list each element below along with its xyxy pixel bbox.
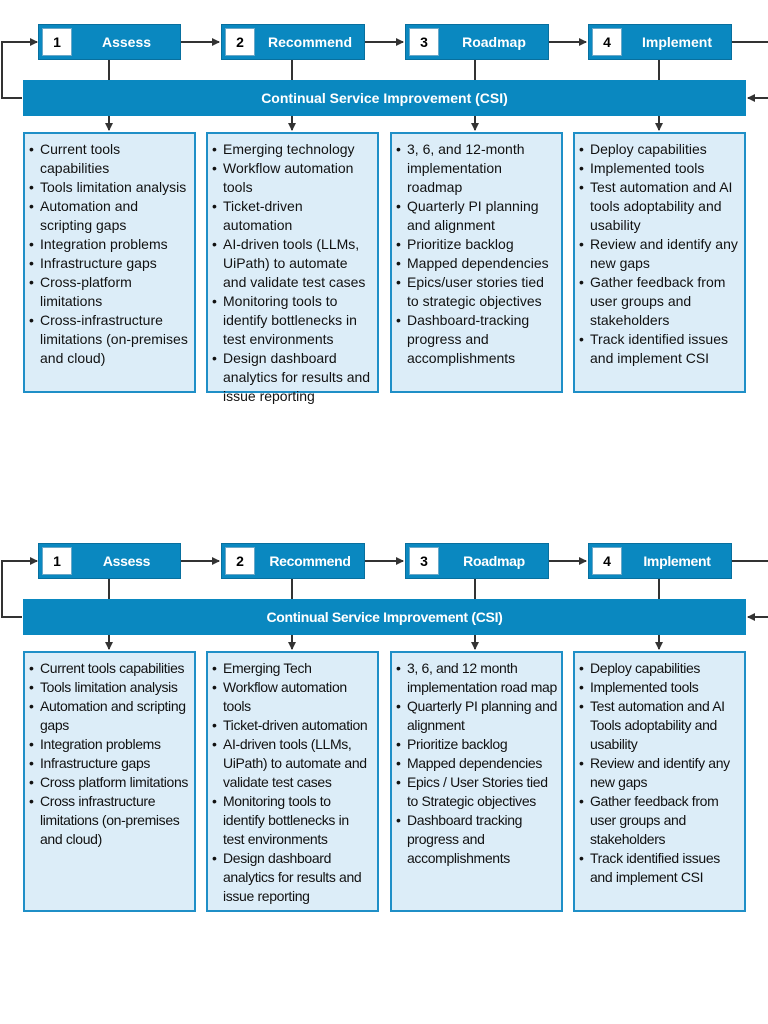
list-item: • Deploy capabilities [579, 140, 740, 159]
step-label: Recommend [267, 34, 353, 50]
roadmap-details-box [390, 132, 563, 393]
list-item: • Dashboard-tracking progress and accomplishments [396, 311, 557, 368]
step-number: 1 [42, 547, 72, 575]
step-assess [38, 24, 181, 60]
list-item: • AI-driven tools (LLMs, UiPath) to automate and validate test cases [212, 735, 373, 792]
list-item: • Emerging Tech [212, 659, 373, 678]
list-item: • Current tools capabilities [29, 659, 190, 678]
list-item: • Infrastructure gaps [29, 254, 190, 273]
step-label: Recommend [269, 553, 351, 569]
step-label: Roadmap [463, 553, 525, 569]
csi-bar: Continual Service Improvement (CSI) [23, 599, 746, 635]
list-item: • 3, 6, and 12 month implementation road map [396, 659, 557, 697]
step-number: 1 [42, 28, 72, 56]
list-item: • AI-driven tools (LLMs, UiPath) to automate and validate test cases [212, 235, 373, 292]
step-label: Assess [102, 553, 151, 569]
list-item: • Prioritize backlog [396, 235, 557, 254]
list-item: • Review and identify any new gaps [579, 235, 740, 273]
step-label: Assess [101, 34, 152, 50]
list-item: • Design dashboard analytics for results and issue reporting [212, 349, 373, 406]
list-item: • Ticket-driven automation [212, 197, 373, 235]
list-item: • Test automation and AI Tools adoptability and usability [579, 697, 740, 754]
list-item: • Mapped dependencies [396, 754, 557, 773]
step-number: 4 [592, 547, 622, 575]
recommend-details-box [206, 651, 379, 912]
list-item: • Integration problems [29, 735, 190, 754]
step-recommend [221, 543, 365, 579]
list-item: • Dashboard tracking progress and accomplishments [396, 811, 557, 868]
step-number: 2 [225, 28, 255, 56]
list-item: • Infrastructure gaps [29, 754, 190, 773]
list-item: • Integration problems [29, 235, 190, 254]
list-item: • Automation and scripting gaps [29, 197, 190, 235]
step-implement [588, 543, 732, 579]
list-item: • Design dashboard analytics for results and issue reporting [212, 849, 373, 906]
step-number: 3 [409, 547, 439, 575]
list-item: • Cross platform limitations [29, 773, 190, 792]
list-item: • Monitoring tools to identify bottlenecks in test environments [212, 792, 373, 849]
assess-details-box [23, 132, 196, 393]
list-item: • Implemented tools [579, 678, 740, 697]
step-label: Roadmap [462, 34, 526, 50]
step-roadmap [405, 543, 549, 579]
list-item: • Tools limitation analysis [29, 178, 190, 197]
list-item: • Current tools capabilities [29, 140, 190, 178]
list-item: • Gather feedback from user groups and stakeholders [579, 792, 740, 849]
list-item: • Prioritize backlog [396, 735, 557, 754]
recommend-details-box [206, 132, 379, 404]
step-number: 4 [592, 28, 622, 56]
list-item: • Deploy capabilities [579, 659, 740, 678]
list-item: • Test automation and AI tools adoptability and usability [579, 178, 740, 235]
list-item: • 3, 6, and 12-month implementation roadmap [396, 140, 557, 197]
step-label: Implement [641, 34, 712, 50]
list-item: • Ticket-driven automation [212, 716, 373, 735]
list-item: • Track identified issues and implement CSI [579, 330, 740, 368]
implement-details-box [573, 651, 746, 912]
list-item: • Cross-infrastructure limitations (on-premises and cloud) [29, 311, 190, 368]
list-item: • Gather feedback from user groups and stakeholders [579, 273, 740, 330]
assess-details-box [23, 651, 196, 912]
roadmap-details-box [390, 651, 563, 912]
list-item: • Emerging technology [212, 140, 373, 159]
csi-process-diagram-1 [0, 0, 768, 404]
list-item: • Workflow automation tools [212, 678, 373, 716]
step-assess [38, 543, 181, 579]
list-item: • Monitoring tools to identify bottlenecks in test environments [212, 292, 373, 349]
step-roadmap [405, 24, 549, 60]
list-item: • Track identified issues and implement CSI [579, 849, 740, 887]
step-recommend [221, 24, 365, 60]
list-item: • Automation and scripting gaps [29, 697, 190, 735]
list-item: • Review and identify any new gaps [579, 754, 740, 792]
csi-bar: Continual Service Improvement (CSI) [23, 80, 746, 116]
list-item: • Epics / User Stories tied to Strategic objectives [396, 773, 557, 811]
list-item: • Cross-platform limitations [29, 273, 190, 311]
step-implement [588, 24, 732, 60]
list-item: • Workflow automation tools [212, 159, 373, 197]
implement-details-box [573, 132, 746, 393]
list-item: • Implemented tools [579, 159, 740, 178]
step-label: Implement [643, 553, 711, 569]
list-item: • Tools limitation analysis [29, 678, 190, 697]
list-item: • Mapped dependencies [396, 254, 557, 273]
list-item: • Cross infrastructure limitations (on-premises and cloud) [29, 792, 190, 849]
list-item: • Quarterly PI planning and alignment [396, 697, 557, 735]
csi-process-diagram-2 [0, 519, 768, 919]
list-item: • Epics/user stories tied to strategic objectives [396, 273, 557, 311]
step-number: 2 [225, 547, 255, 575]
step-number: 3 [409, 28, 439, 56]
list-item: • Quarterly PI planning and alignment [396, 197, 557, 235]
